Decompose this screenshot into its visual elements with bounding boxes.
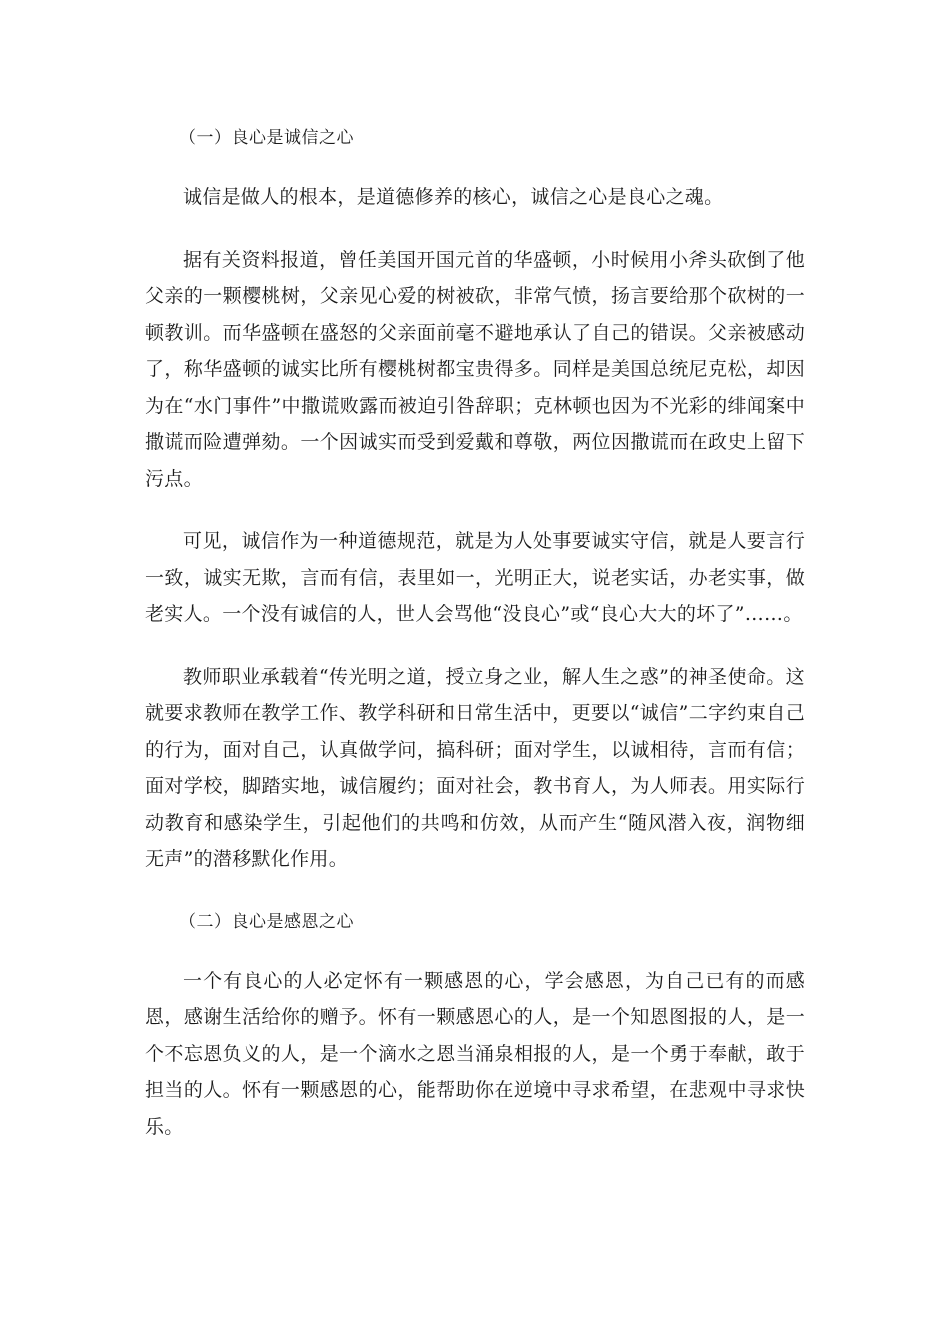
paragraph: 据有关资料报道，曾任美国开国元首的华盛顿，小时候用小斧头砍倒了他父亲的一颗樱桃树，父亲见心爱的树被砍，非常气愤，扬言要给那个砍树的一顿教训。而华盛顿在盛怒的父亲面前毫不避地承认了自己的错误。父亲被感动了，称华盛顿的诚实比所有樱桃树都宝贵得多。同样是美国总统尼克松，却因为在“水门事件”中撒谎败露而被迫引咎辞职；克林顿也因为不光彩的绯闻案中撒谎而险遭弹劾。一个因诚实而受到爱戴和尊敬，两位因撒谎而在政史上留下污点。 [145,248,805,490]
paragraph: 教师职业承载着“传光明之道，授立身之业，解人生之惑”的神圣使命。这就要求教师在教学工作、教学科研和日常生活中，更要以“诚信”二字约束自己的行为，面对自己，认真做学问，搞科研；面对学生，以诚相待，言而有信；面对学校，脚踏实地，诚信履约；面对社会，教书育人，为人师表。用实际行动教育和感染学生，引起他们的共鸣和仿效，从而产生“随风潜入夜，润物细无声”的潜移默化作用。 [145,665,805,870]
document-body [145,120,805,1145]
paragraph: 诚信是做人的根本，是道德修养的核心，诚信之心是良心之魂。 [183,186,724,208]
section-heading-gratitude: （二）良心是感恩之心 [179,911,354,932]
paragraph: 一个有良心的人必定怀有一颗感恩的心，学会感恩，为自己已有的而感恩，感谢生活给你的赠予。怀有一颗感恩心的人，是一个知恩图报的人，是一个不忘恩负义的人，是一个滴水之恩当涌泉相报的人，是一个勇于奉献，敢于担当的人。怀有一颗感恩的心，能帮助你在逆境中寻求希望，在悲观中寻求快乐。 [145,969,805,1138]
paragraph: 可见，诚信作为一种道德规范，就是为人处事要诚实守信，就是人要言行一致，诚实无欺，言而有信，表里如一，光明正大，说老实话，办老实事，做老实人。一个没有诚信的人，世人会骂他“没良心”或“良心大大的坏了”……。 [145,530,805,625]
section-heading-integrity: （一）良心是诚信之心 [179,128,354,148]
